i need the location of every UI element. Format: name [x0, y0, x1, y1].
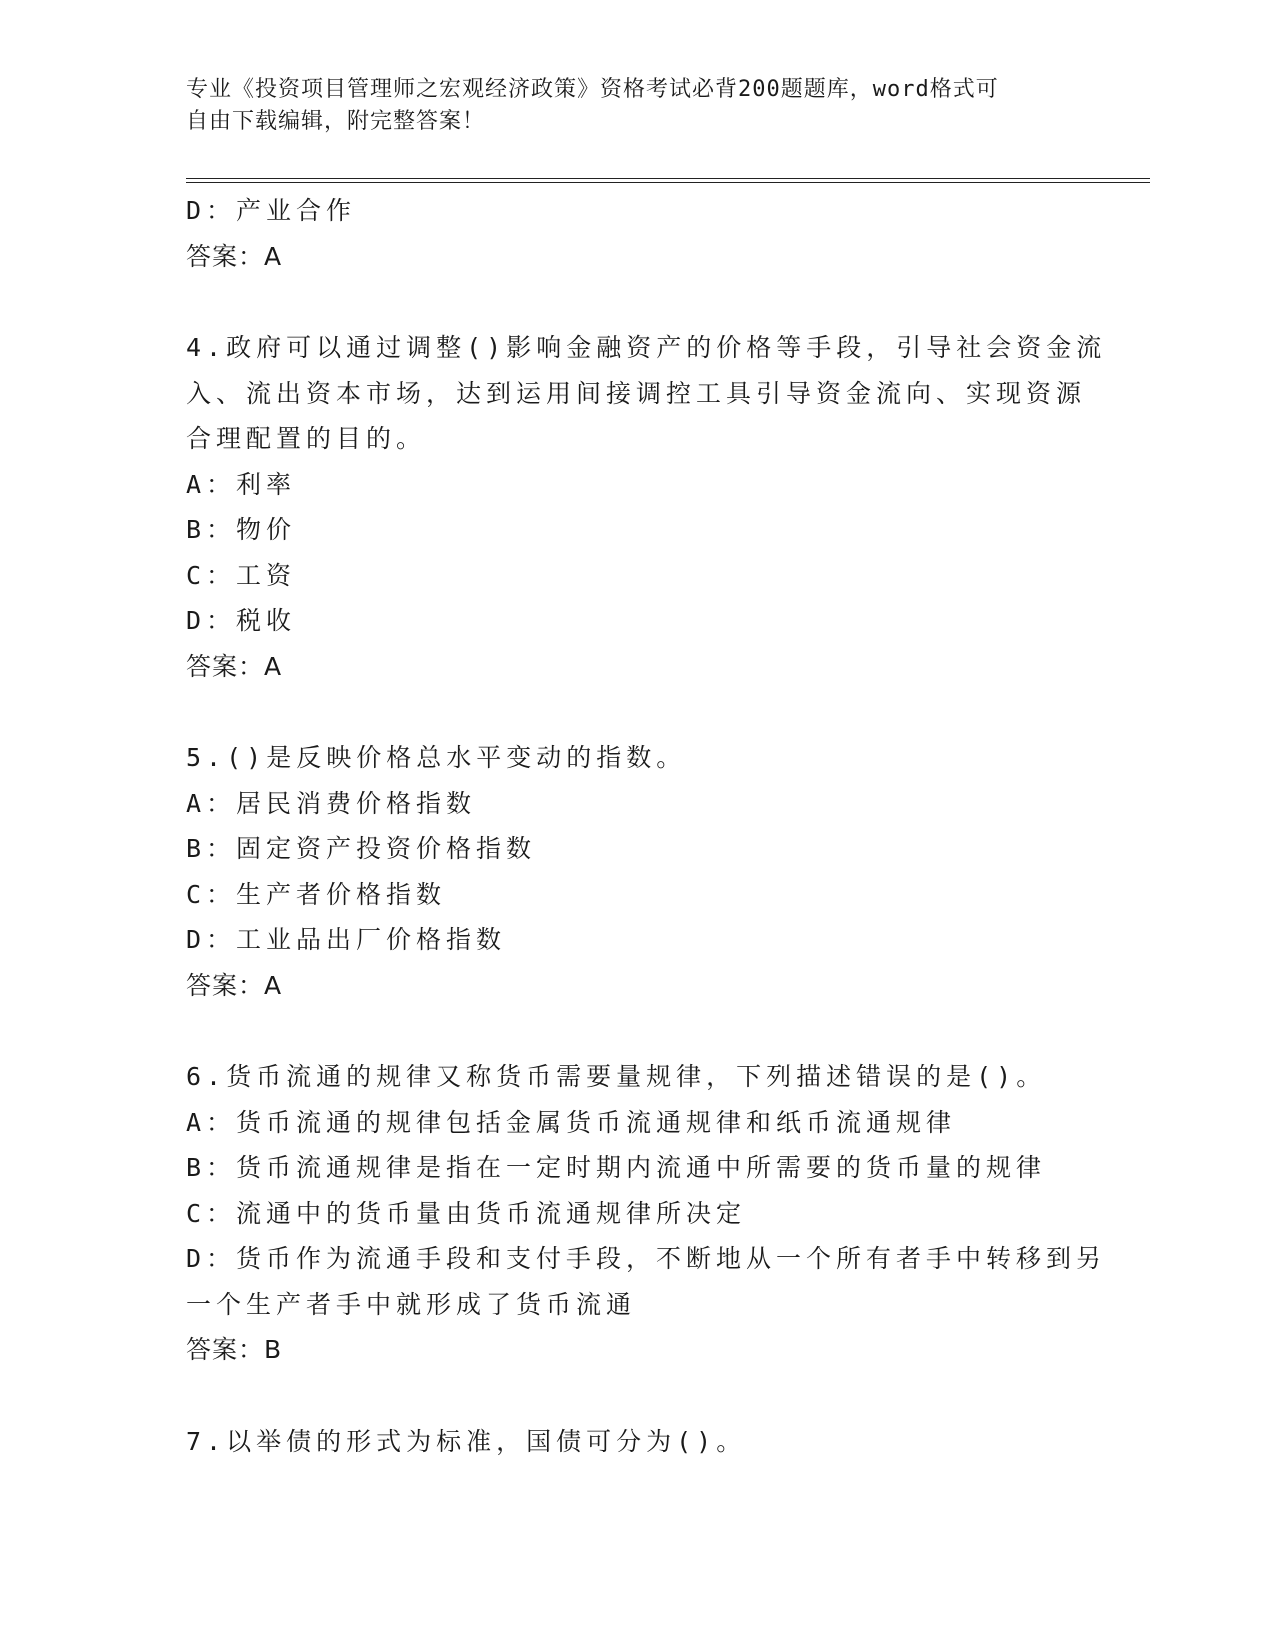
option-d: D：工业品出厂价格指数: [186, 925, 507, 954]
option-b: B：物价: [186, 515, 297, 544]
spacer: [186, 1373, 1086, 1419]
option-d: D：税收: [186, 606, 297, 635]
question-stem-line: 6.货币流通的规律又称货币需要量规律，下列描述错误的是()。: [186, 1062, 1047, 1091]
answer: 答案：A: [186, 651, 283, 681]
question-stem-line: 5.()是反映价格总水平变动的指数。: [186, 743, 687, 772]
option-a: A：利率: [186, 469, 297, 499]
option-b: B：货币流通规律是指在一定时期内流通中所需要的货币量的规律: [186, 1153, 1047, 1182]
answer: 答案：A: [186, 970, 283, 1000]
spacer: [186, 689, 1086, 735]
option-c: C：生产者价格指数: [186, 879, 447, 909]
question-stem-line: 入、流出资本市场，达到运用间接调控工具引导资金流向、实现资源: [186, 378, 1087, 408]
question-6: [186, 1054, 1107, 1373]
question-stem-line: 7.以举债的形式为标准，国债可分为()。: [186, 1426, 747, 1456]
question-5: [186, 735, 1086, 1008]
header-divider: [186, 178, 1150, 183]
header-title-line-1: 专业《投资项目管理师之宏观经济政策》资格考试必背200题题库，word格式可: [186, 77, 999, 102]
document-header: [186, 74, 1066, 138]
header-title-line-2: 自由下载编辑，附完整答案！: [186, 109, 486, 134]
option-d-continued: 一个生产者手中就形成了货币流通: [186, 1289, 637, 1319]
question-stem-line: 合理配置的目的。: [186, 424, 427, 453]
option-c: C：流通中的货币量由货币流通规律所决定: [186, 1198, 747, 1228]
previous-question-tail: [186, 188, 1086, 279]
question-stem-line: 4.政府可以通过调整()影响金融资产的价格等手段，引导社会资金流: [186, 333, 1107, 362]
question-list: [186, 188, 1107, 1464]
spacer: [186, 1008, 1086, 1054]
option-b: B：固定资产投资价格指数: [186, 834, 537, 863]
spacer: [186, 279, 1086, 325]
option-c: C：工资: [186, 560, 297, 590]
option-d: D：产业合作: [186, 196, 357, 225]
question-4: [186, 325, 1107, 689]
answer: 答案：A: [186, 241, 283, 271]
question-7: [186, 1419, 1086, 1465]
option-a: A：货币流通的规律包括金属货币流通规律和纸币流通规律: [186, 1107, 957, 1137]
option-d: D：货币作为流通手段和支付手段，不断地从一个所有者手中转移到另: [186, 1244, 1107, 1273]
answer: 答案：B: [186, 1335, 283, 1364]
option-a: A：居民消费价格指数: [186, 788, 477, 818]
